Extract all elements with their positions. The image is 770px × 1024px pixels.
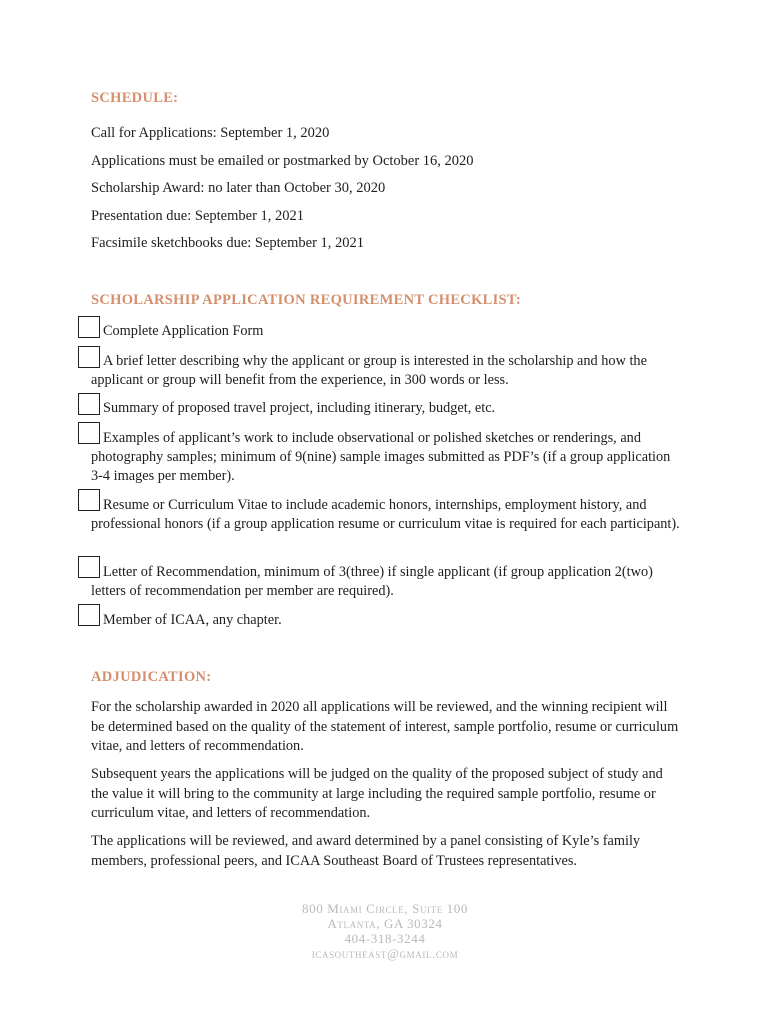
checklist-item xyxy=(91,429,681,486)
adjudication-paragraph: Subsequent years the applications will be judged on the quality of the proposed subject of study and the value it will bring to the community at large including the required sample portfolio, resume or curriculum vitae, and letters of recommendation. xyxy=(91,766,663,821)
schedule-line: Presentation due: September 1, 2021 xyxy=(91,208,305,224)
checklist-item-text: Complete Application Form xyxy=(103,323,264,339)
adjudication-paragraph: For the scholarship awarded in 2020 all applications will be reviewed, and the winning recipient will be determined based on the quality of the statement of interest, sample portfolio, resume or curriculum vitae, and letters of recommendation. xyxy=(91,699,679,754)
footer-phone: 404-318-3244 xyxy=(344,931,426,946)
checklist-item xyxy=(91,352,681,390)
checklist-item xyxy=(91,611,681,630)
checklist-item-text: Letter of Recommendation, minimum of 3(three) if single applicant (if group application 2(two) letters of recommendation per member are required). xyxy=(91,564,653,599)
checklist-heading: SCHOLARSHIP APPLICATION REQUIREMENT CHECKLIST: xyxy=(91,292,521,308)
schedule-line: Facsimile sketchbooks due: September 1, 2021 xyxy=(91,235,365,251)
adjudication-paragraph: The applications will be reviewed, and award determined by a panel consisting of Kyle’s family members, professional peers, and ICAA Southeast Board of Trustees representatives. xyxy=(91,833,641,869)
checklist-item xyxy=(91,496,681,534)
footer-address-line1: 800 Miami Circle, Suite 100 xyxy=(302,901,468,916)
footer-email: icasoutheast@gmail.com xyxy=(311,946,459,961)
checklist-item xyxy=(91,399,681,418)
checklist-item xyxy=(91,563,681,601)
checklist-item-text: Resume or Curriculum Vitae to include academic honors, internships, employment history, and professional honors (if a group application resume or curriculum vitae is required for each participant). xyxy=(91,497,680,532)
checklist-item-text: Examples of applicant’s work to include observational or polished sketches or renderings, and photography samples; minimum of 9(nine) sample images submitted as PDF’s (if a group application 3-4 images per member). xyxy=(91,430,671,484)
schedule-line: Scholarship Award: no later than October 30, 2020 xyxy=(91,180,386,196)
footer-address-line2: Atlanta, GA 30324 xyxy=(327,916,443,931)
checklist-item-text: Member of ICAA, any chapter. xyxy=(103,612,282,628)
schedule-heading: SCHEDULE: xyxy=(91,90,179,106)
footer-address xyxy=(0,901,770,961)
checklist-item xyxy=(91,322,681,341)
checklist-item-text: A brief letter describing why the applicant or group is interested in the scholarship and how the applicant or group will benefit from the experience, in 300 words or less. xyxy=(91,353,647,388)
schedule-line: Call for Applications: September 1, 2020 xyxy=(91,125,330,141)
checklist-item-text: Summary of proposed travel project, including itinerary, budget, etc. xyxy=(103,400,496,416)
schedule-line: Applications must be emailed or postmarked by October 16, 2020 xyxy=(91,153,474,169)
adjudication-heading: ADJUDICATION: xyxy=(91,669,212,685)
